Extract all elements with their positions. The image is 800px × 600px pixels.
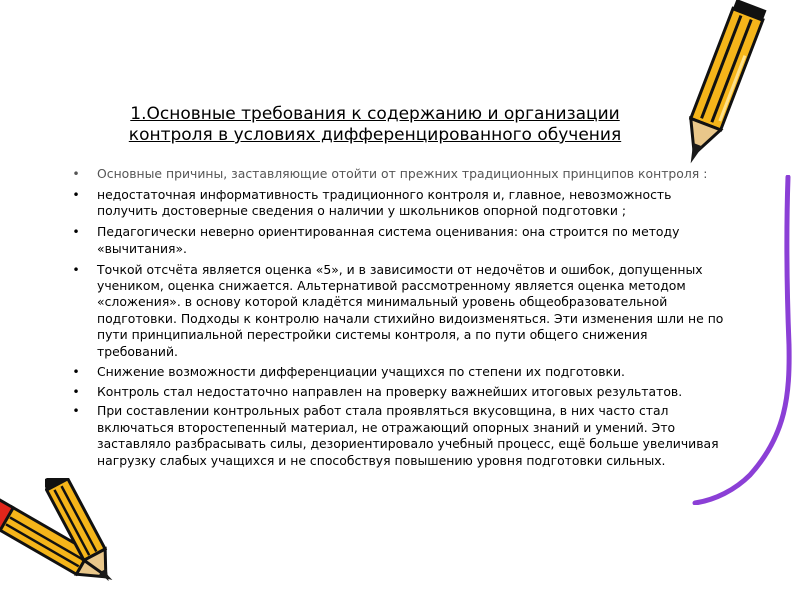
list-item [70, 403, 730, 469]
bullet-marker: • [72, 166, 80, 181]
bullet-text: Контроль стал недостаточно направлен на проверку важнейших итоговых результатов. [97, 383, 683, 399]
bullet-marker: • [72, 403, 80, 419]
bullet-text: Основные причины, заставляющие отойти от прежних традиционных принципов контроля : [97, 166, 708, 181]
list-item [70, 187, 730, 220]
bullet-list [70, 166, 730, 473]
bullet-text: недостаточная информативность традиционного контроля и, главное, невозможность получить достоверные сведения о наличии у школьников опорной подготовки ; [97, 186, 672, 219]
bullet-marker: • [72, 186, 80, 202]
bullet-text: Педагогически неверно ориентированная система оценивания: она строится по методу «вычитания». [97, 224, 680, 256]
title-line-2: контроля в условиях дифференцированного обучения [128, 125, 622, 145]
bullet-text: Точкой отсчёта является оценка «5», и в зависимости от недочётов и ошибок, допущенных учеником, оценка снижается. Альтернативой рассмотренному является оценка методом «сложения». в основу которой кладётся минимальный уровень общеобразовательной подготовки. Подходы к контролю начали стихийно видоизменяться. Эти изменения шли не по пути принципиальной перестройки системы контроля, а по пути общего снижения требований. [97, 261, 724, 359]
list-item [70, 364, 730, 380]
pencil-icon [640, 0, 800, 185]
bullet-marker: • [72, 224, 80, 240]
bullet-text: При составлении контрольных работ стала проявляться вкусовщина, в них часто стал включаться второстепенный материал, не отражающий опорных знаний и умений. Это заставляло разбрасывать силы, дезориентировало учебный процесс, ещё больше увеличивая нагрузку слабых учащихся и не способствуя повышению уровня подготовки сильных. [97, 403, 719, 468]
title-line-1: 1.Основные требования к содержанию и организации [130, 104, 620, 124]
slide-title [95, 104, 655, 146]
bullet-marker: • [72, 383, 80, 399]
list-item [70, 224, 730, 257]
list-item [70, 384, 730, 400]
bullet-marker: • [72, 364, 80, 380]
list-item [70, 166, 730, 182]
bullet-text: Снижение возможности дифференциации учащихся по степени их подготовки. [97, 364, 625, 380]
list-item [70, 262, 730, 360]
pencil-icon [45, 478, 125, 588]
bullet-marker: • [72, 261, 80, 277]
